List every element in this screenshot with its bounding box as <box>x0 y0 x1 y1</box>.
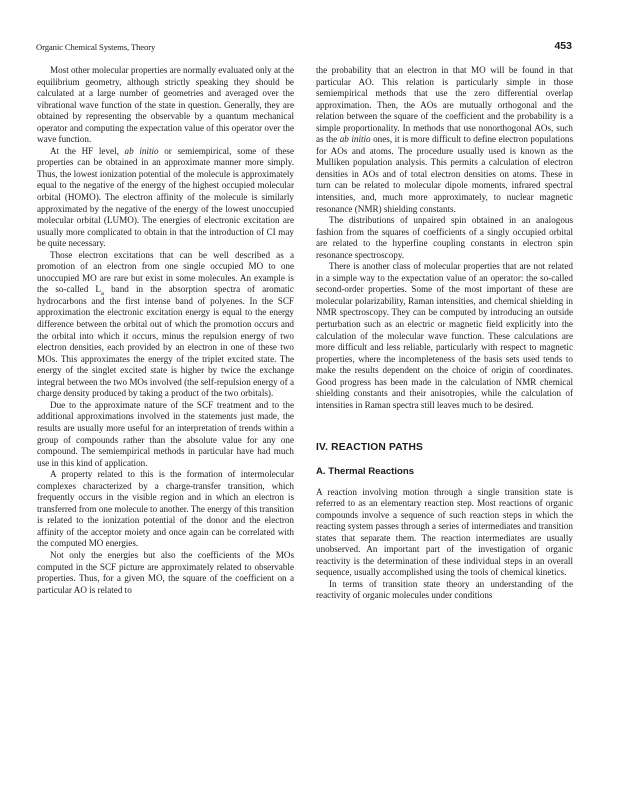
paragraph: The distributions of unpaired spin obtained in an analogous fashion from the squares of coefficients of a singly occupied orbital are related to the hyperfine coupling constants in electron spin resonance spectroscopy. <box>316 215 573 260</box>
subsection-heading: A. Thermal Reactions <box>316 465 415 477</box>
page-number: 453 <box>554 40 572 52</box>
paragraph: A property related to this is the formation of intermolecular complexes characterized by a charge-transfer transition, which frequently occurs in the visible region and in which an electron is transferred from one molecule to another. The energy of this transition is related to the ionization potential of the donor and the electron affinity of the acceptor moiety and once again can be correlated with the computed MO energies. <box>37 469 294 549</box>
paragraph: In terms of transition state theory an understanding of the reactivity of organic molecules under conditions <box>316 578 573 601</box>
paragraph: Those electron excitations that can be well described as a promotion of an electron from one single occupied MO to one unoccupied MO are rare but exist in some molecules. An example is the so-called $L_a$ band in the absorption spectra of aromatic hydrocarbons and the first intense band of polyenes. In the SCF approximation the electronic excitation energy is equal to the energy difference between the orbital out of which the promotion occurs and the orbital into which it occurs, minus the repulsion energy of two electron densities, each provided by an electron in one of these two MOs. This approximates the energy of the triplet excited state. The energy of the singlet excited state is higher by twice the exchange integral between the two MOs involved (the self-repulsion energy of a charge density produced by taking a product of the two orbitals). <box>37 249 294 399</box>
paragraph: There is another class of molecular properties that are not related in a simple way to the expectation value of an operator: the so-called second-order properties. Some of the most important of these are molecular polarizability, Raman intensities, and chemical shielding in NMR spectroscopy. They can be computed by introducing an outside perturbation such as an electric or magnetic field explicitly into the calculation of the molecular wave function. These calculations are more difficult and less reliable, particularly with respect to magnetic properties, where the incompleteness of the basis sets used tends to make the results dependent on the choice of origin of coordinates. Good progress has been made in the calculation of NMR chemical shielding constants and their anisotropies, while the calculation of intensities in Raman spectra still leaves much to be desired. <box>316 261 573 410</box>
running-header <box>36 42 572 56</box>
section-heading: IV. REACTION PATHS <box>316 442 423 454</box>
paragraph: the probability that an electron in that MO will be found in that particular AO. This relation is particularly simple in those semiempirical methods that use the zero differential overlap approximation. Then, the AOs are mutually orthogonal and the relation between the square of the coefficient and the probability is a simple proportionality. In methods that use nonorthogonal AOs, such as the ab initio ones, it is more difficult to define electron populations for AOs and atoms. The procedure usually used is known as the Mulliken population analysis. This permits a calculation of electron densities in AOs and of total electron densities on atoms. These in turn can be related to molecular dipole moments, infrared spectral intensities, and, much more approximately, to nuclear magnetic resonance (NMR) shielding constants. <box>316 65 574 214</box>
paragraph: Due to the approximate nature of the SCF treatment and to the additional approximations involved in the statements just made, the results are usually more useful for an interpretation of trends within a group of compounds rather than the absolute value for any one compound. The semiempirical methods in particular have had much use in this kind of application. <box>37 399 294 468</box>
paragraph: Not only the energies but also the coefficients of the MOs computed in the SCF picture are approximately related to observable properties. Thus, for a given MO, the square of the coefficient on a particular AO is related to <box>37 549 294 595</box>
running-title: Organic Chemical Systems, Theory <box>36 42 156 52</box>
right-column <box>316 65 573 602</box>
paragraph: At the HF level, ab initio or semiempirical, some of these properties can be obtained in an approximate manner more simply. Thus, the lowest ionization potential of the molecule is approximately equal to the negative of the energy of the highest occupied molecular orbital (HOMO). The electron affinity of the molecule is similarly approximated by the negative of the energy of the lowest unoccupied molecular orbital (LUMO). The energies of electronic excitation are usually more complicated to obtain in that the introduction of CI may be quite necessary. <box>37 145 295 249</box>
paragraph: A reaction involving motion through a single transition state is referred to as an elementary reaction step. Most reactions of organic compounds involve a sequence of such reaction steps in which the reacting system passes through a series of intermediates and transition states that separate them. The reaction intermediates are usually unobserved. An important part of the investigation of organic reactivity is the determination of these individual steps in an overall sequence, usually accomplished using the tools of chemical kinetics. <box>316 486 573 578</box>
paragraph: Most other molecular properties are normally evaluated only at the equilibrium geometry, although strictly speaking they should be calculated at a large number of geometries and averaged over the vibrational wave function of the state in question. Generally, they are obtained by representing the observable by a quantum mechanical operator and computing the expectation value of this operator over the wave function. <box>37 65 295 145</box>
left-column <box>37 65 294 596</box>
